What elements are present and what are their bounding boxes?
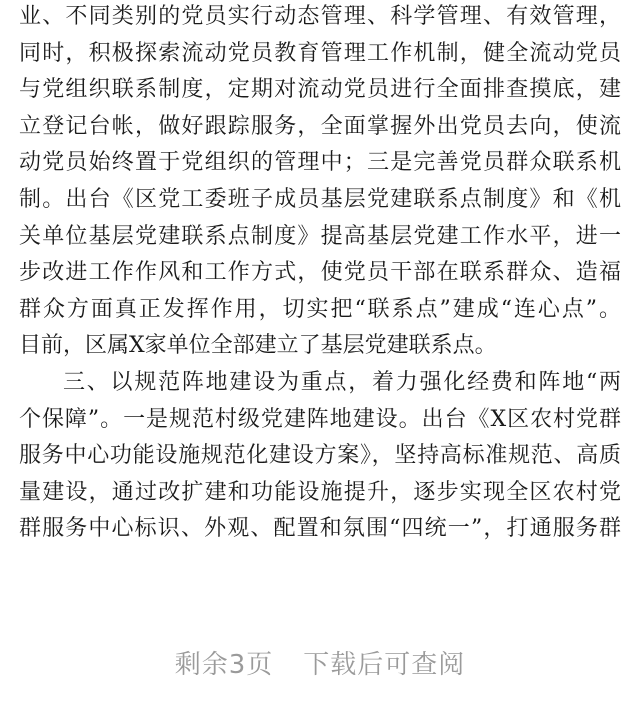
text-line: 群众方面真正发挥作用，切实把“联系点”建成“连心点”。 <box>19 296 621 322</box>
document-body <box>19 0 621 548</box>
text-line: 与党组织联系制度，定期对流动党员进行全面排查摸底，建 <box>19 77 621 103</box>
text-line: 服务中心功能设施规范化建设方案》，坚持高标准规范、高质 <box>19 443 621 469</box>
remaining-pages-label: 剩余3页 <box>174 650 274 680</box>
text-line: 关单位基层党建联系点制度》提高基层党建工作水平，进一 <box>19 223 621 249</box>
text-line: 同时，积极探索流动党员教育管理工作机制，健全流动党员 <box>19 40 621 66</box>
download-hint-label: 下载后可查阅 <box>303 650 466 680</box>
paragraph-end-line: 目前，区属X家单位全部建立了基层党建联系点。 <box>19 333 497 359</box>
text-line: 制。出台《区党工委班子成员基层党建联系点制度》和《机 <box>19 186 621 212</box>
text-line: 立登记台帐，做好跟踪服务，全面掌握外出党员去向，使流 <box>19 113 621 139</box>
remaining-pages-banner[interactable] <box>0 644 640 681</box>
section-heading-line: 三、以规范阵地建设为重点，着力强化经费和阵地“两 <box>63 369 621 395</box>
text-line: 个保障”。一是规范村级党建阵地建设。出台《X区农村党群 <box>19 406 621 432</box>
text-line: 动党员始终置于党组织的管理中；三是完善党员群众联系机 <box>19 150 621 176</box>
text-line: 业、不同类别的党员实行动态管理、科学管理、有效管理， <box>19 4 621 29</box>
text-line: 量建设，通过改扩建和功能设施提升，逐步实现全区农村党 <box>19 479 621 505</box>
preview-footer <box>0 628 640 720</box>
text-line: 群服务中心标识、外观、配置和氛围“四统一”，打通服务群 <box>19 516 621 542</box>
text-line: 步改进工作作风和工作方式，使党员干部在联系群众、造福 <box>19 260 621 286</box>
